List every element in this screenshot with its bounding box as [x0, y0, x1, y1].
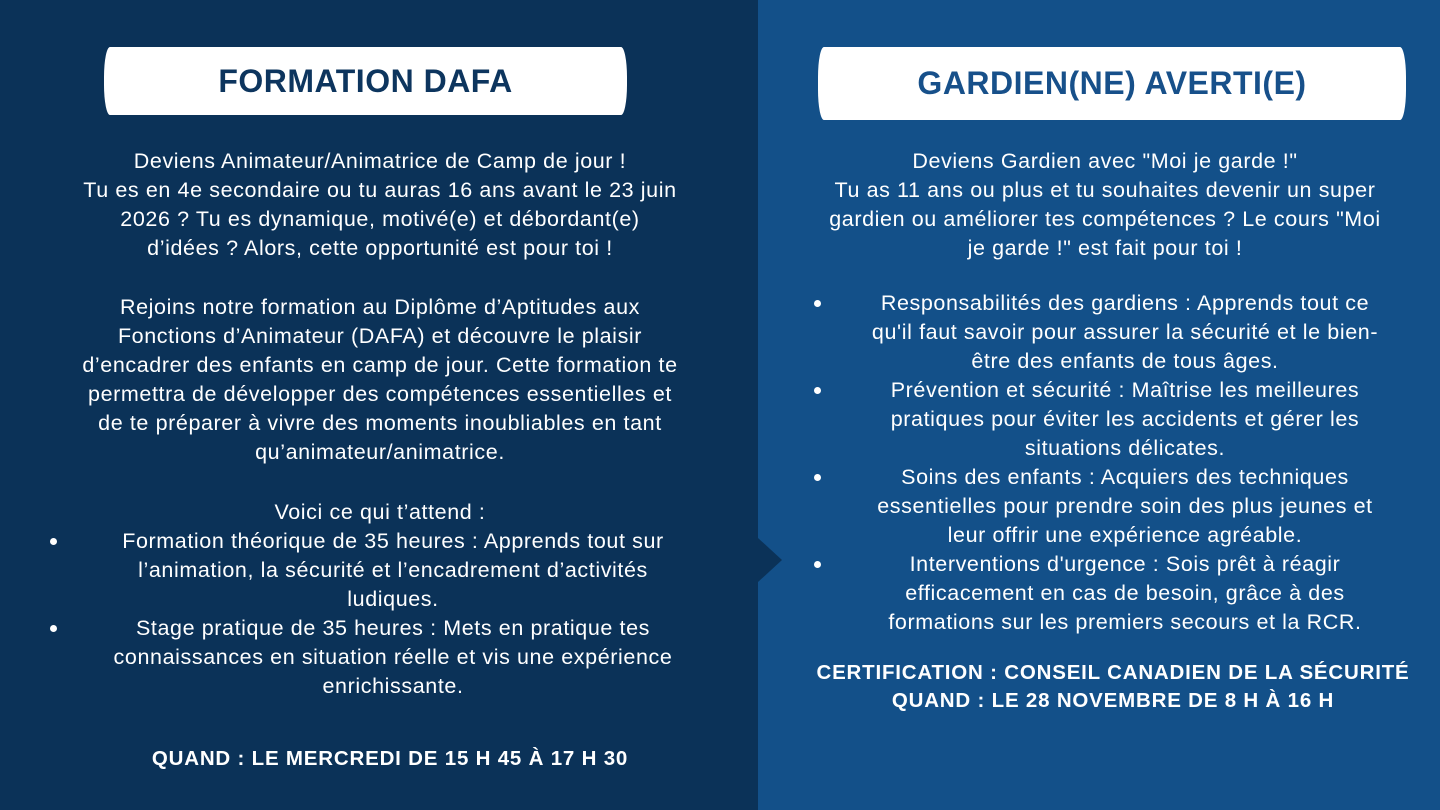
- bullet-line: pratiques pour éviter les accidents et gérer les: [890, 407, 1360, 431]
- dafa-intro-line: Deviens Animateur/Animatrice de Camp de jour !: [133, 149, 627, 173]
- dafa-bullet-list: [58, 527, 728, 701]
- gardien-certification: CERTIFICATION : CONSEIL CANADIEN DE LA SÉCURITÉ: [816, 661, 1410, 684]
- dafa-body-line: de te préparer à vivre des moments inoubliables en tant: [98, 411, 662, 435]
- dafa-body-line: Rejoins notre formation au Diplôme d’Aptitudes aux: [120, 295, 640, 319]
- gardien-title: GARDIEN(NE) AVERTI(E): [917, 65, 1307, 101]
- bullet-line: Stage pratique de 35 heures : Mets en pratique tes: [135, 616, 651, 640]
- divider-arrow: [758, 538, 782, 582]
- bullet-line: situations délicates.: [1024, 436, 1226, 460]
- bullet-line: Soins des enfants : Acquiers des techniques: [901, 465, 1349, 489]
- list-item: [830, 550, 1420, 637]
- bullet-icon: [814, 561, 821, 568]
- dafa-intro: [30, 147, 730, 263]
- gardien-when: QUAND : LE 28 NOVEMBRE DE 8 H À 16 H: [891, 689, 1335, 712]
- gardien-intro-line: Deviens Gardien avec "Moi je garde !": [912, 149, 1298, 173]
- bullet-line: qu'il faut savoir pour assurer la sécurité et le bien-: [871, 320, 1379, 344]
- dafa-lead-text: Voici ce qui t’attend :: [274, 500, 486, 524]
- gardien-intro-line: Tu as 11 ans ou plus et tu souhaites devenir un super: [834, 178, 1376, 202]
- dafa-when: [40, 744, 740, 773]
- gardien-bullet-list: [830, 289, 1420, 637]
- dafa-when-text: QUAND : LE MERCREDI DE 15 H 45 À 17 H 30: [151, 747, 629, 770]
- bullet-icon: [814, 474, 821, 481]
- bullet-line: être des enfants de tous âges.: [971, 349, 1279, 373]
- dafa-body-line: d’encadrer des enfants en camp de jour. Cette formation te: [82, 353, 678, 377]
- dafa-intro-line: 2026 ? Tu es dynamique, motivé(e) et débordant(e): [120, 207, 640, 231]
- bullet-line: l’animation, la sécurité et l’encadrement d’activités: [138, 558, 648, 582]
- list-item: [830, 289, 1420, 376]
- bullet-line: formations sur les premiers secours et la RCR.: [888, 610, 1362, 634]
- list-item: [58, 614, 728, 701]
- bullet-line: Prévention et sécurité : Maîtrise les meilleures: [890, 378, 1360, 402]
- gardien-intro: [790, 147, 1420, 263]
- bullet-icon: [814, 300, 821, 307]
- bullet-line: leur offrir une expérience agréable.: [947, 523, 1303, 547]
- dafa-body-line: Fonctions d’Animateur (DAFA) et découvre le plaisir: [117, 324, 643, 348]
- dafa-title-banner: [104, 47, 627, 115]
- bullet-icon: [50, 625, 57, 632]
- gardien-title-banner: [818, 47, 1406, 120]
- dafa-body-line: qu’animateur/animatrice.: [255, 440, 505, 464]
- bullet-line: Responsabilités des gardiens : Apprends tout ce: [880, 291, 1370, 315]
- dafa-body: [30, 293, 730, 467]
- bullet-line: essentielles pour prendre soin des plus jeunes et: [877, 494, 1373, 518]
- list-item: [830, 376, 1420, 463]
- bullet-line: Formation théorique de 35 heures : Apprends tout sur: [122, 529, 664, 553]
- bullet-line: ludiques.: [347, 587, 439, 611]
- dafa-lead: [30, 498, 730, 527]
- list-item: [830, 463, 1420, 550]
- gardien-footer: [798, 659, 1428, 715]
- dafa-intro-line: d’idées ? Alors, cette opportunité est pour toi !: [147, 236, 613, 260]
- dafa-intro-line: Tu es en 4e secondaire ou tu auras 16 ans avant le 23 juin: [83, 178, 677, 202]
- bullet-line: Interventions d'urgence : Sois prêt à réagir: [909, 552, 1341, 576]
- bullet-icon: [814, 387, 821, 394]
- bullet-line: efficacement en cas de besoin, grâce à des: [905, 581, 1345, 605]
- dafa-body-line: permettra de développer des compétences essentielles et: [88, 382, 672, 406]
- dafa-title: FORMATION DAFA: [218, 63, 513, 99]
- bullet-line: connaissances en situation réelle et vis une expérience: [113, 645, 673, 669]
- list-item: [58, 527, 728, 614]
- gardien-intro-line: je garde !" est fait pour toi !: [967, 236, 1243, 260]
- bullet-icon: [50, 538, 57, 545]
- gardien-intro-line: gardien ou améliorer tes compétences ? Le cours "Moi: [829, 207, 1381, 231]
- bullet-line: enrichissante.: [322, 674, 464, 698]
